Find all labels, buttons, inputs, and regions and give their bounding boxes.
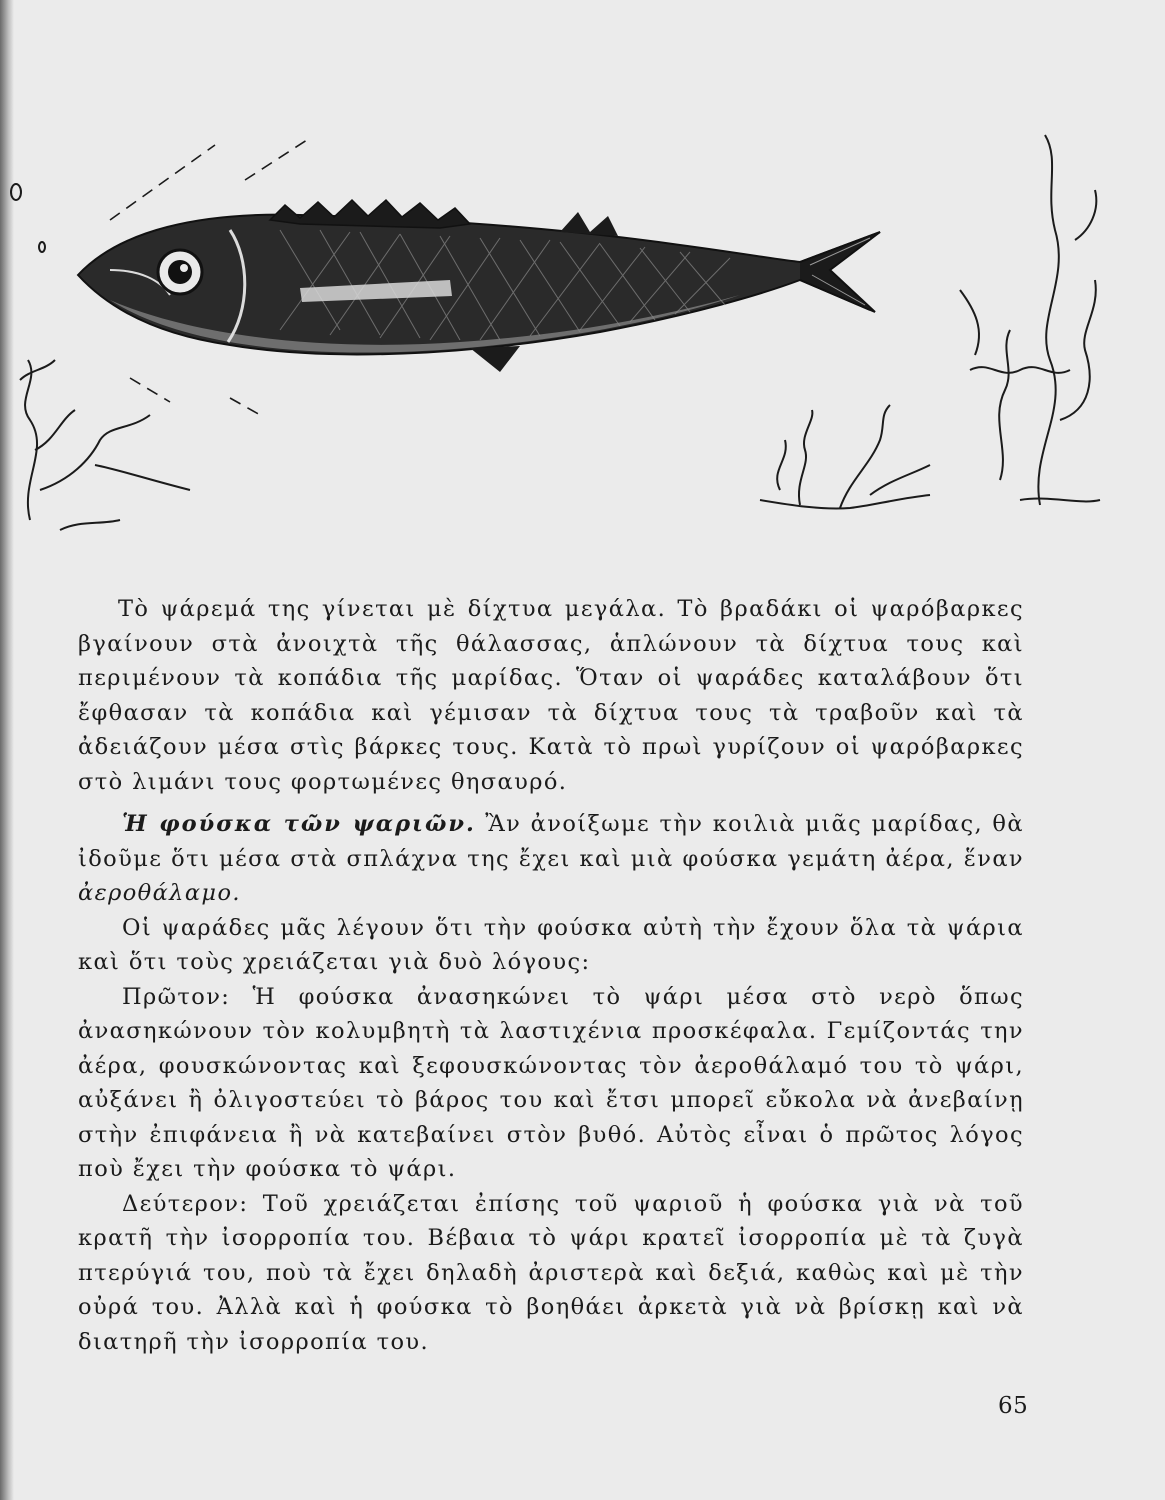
body-text — [78, 592, 1024, 1359]
paragraph-reasons: Οἱ ψαράδες μᾶς λέγουν ὅτι τὴν φούσκα αὐτὴ τὴν ἔχουν ὅλα τὰ ψάρια καὶ ὅτι τοὺς χρειάζεται γιὰ δυὸ λόγους: — [78, 914, 1024, 975]
page-number: 65 — [998, 1393, 1029, 1419]
seaweed-right — [960, 135, 1100, 505]
fish-illustration — [0, 120, 1165, 550]
italic-term: ἀεροθάλαμο. — [78, 880, 241, 906]
bubble-large — [11, 184, 21, 200]
paragraph-text: Ἂν ἀνοίξωμε τὴν κοιλιὰ μιᾶς μαρίδας, θὰ ἰδοῦμε ὅτι μέσα στὰ σπλάχνα της ἔχει καὶ μιὰ φούσκα γεμάτη ἀέρα, ἕναν — [78, 811, 1024, 872]
paragraph-first-reason: Πρῶτον: Ἡ φούσκα ἀνασηκώνει τὸ ψάρι μέσα στὸ νερὸ ὅπως ἀνασηκώνουν τὸν κολυμβητὴ τὰ λαστιχένια προσκέφαλα. Γεμίζοντάς την ἀέρα, φουσκώνοντας καὶ ξεφουσκώνοντας τὸν ἀεροθάλαμό του τὸ ψάρι, αὐξάνει ἢ ὀλιγοστεύει τὸ βάρος του καὶ ἔτσι μπορεῖ εὔκολα νὰ ἀνεβαίνῃ στὴν ἐπιφάνεια ἢ νὰ κατεβαίνει στὸν βυθό. Αὐτὸς εἶναι ὁ πρῶτος λόγος ποὺ ἔχει τὴν φούσκα τὸ ψάρι. — [78, 983, 1024, 1182]
section-heading: Ἡ φούσκα τῶν ψαριῶν. — [122, 811, 476, 837]
seaweed-left — [20, 360, 190, 530]
paragraph-swim-bladder-intro — [78, 807, 1024, 911]
paragraph-fishing: Τὸ ψάρεμά της γίνεται μὲ δίχτυα μεγάλα. Τὸ βραδάκι οἱ ψαρόβαρκες βγαίνουν στὰ ἀνοιχτὰ τῆς θάλασσας, ἁπλώνουν τὰ δίχτυα τους καὶ περιμένουν τὰ κοπάδια τῆς μαρίδας. Ὅταν οἱ ψαράδες καταλάβουν ὅτι ἔφθασαν τὰ κοπάδια καὶ γέμισαν τὰ δίχτυα τους τὰ τραβοῦν καὶ τὰ ἀδειάζουν μέσα στὶς βάρκες τους. Κατὰ τὸ πρωὶ γυρίζουν οἱ ψαρόβαρκες στὸ λιμάνι τους φορτωμένες θησαυρό. — [78, 596, 1024, 795]
fish-body — [78, 200, 880, 372]
seaweed-middle — [760, 405, 930, 508]
bubble-small — [39, 242, 45, 252]
paragraph-second-reason: Δεύτερον: Τοῦ χρειάζεται ἐπίσης τοῦ ψαριοῦ ἡ φούσκα γιὰ νὰ τοῦ κρατῆ τὴν ἰσορροπία του. Βέβαια τὸ ψάρι κρατεῖ ἰσορροπία μὲ τὰ ζυγὰ πτερύγιά του, ποὺ τὰ ἔχει δηλαδὴ ἀριστερὰ καὶ δεξιά, καθὼς καὶ μὲ τὴν οὐρά του. Ἀλλὰ καὶ ἡ φούσκα τὸ βοηθάει ἀρκετὰ γιὰ νὰ βρίσκῃ καὶ νὰ διατηρῆ τὴν ἰσορροπία του. — [78, 1190, 1024, 1355]
